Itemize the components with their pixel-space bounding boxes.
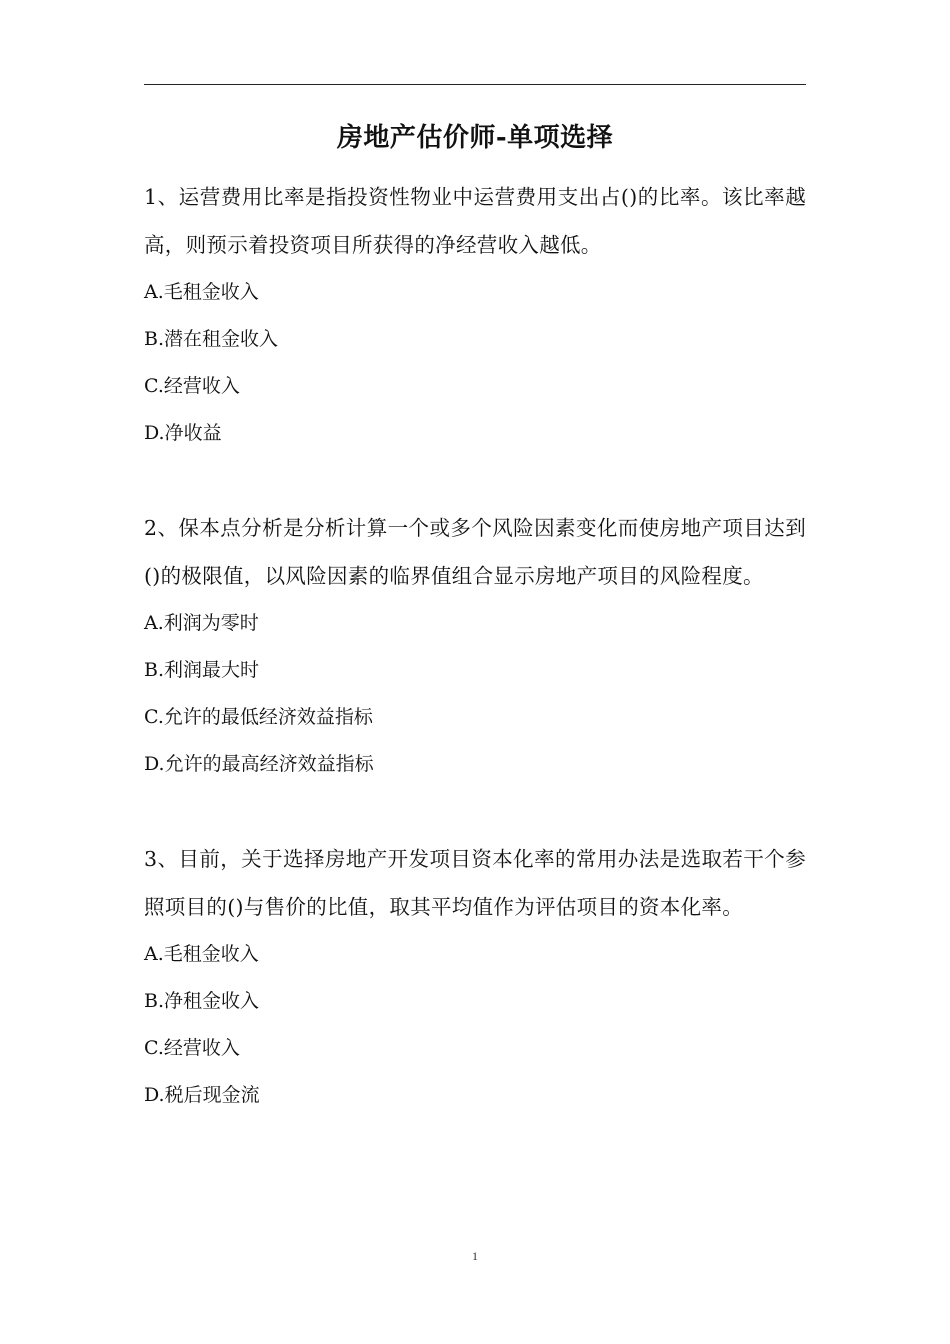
header-rule	[144, 84, 806, 85]
question-2	[144, 504, 806, 788]
page-title: 房地产估价师-单项选择	[336, 123, 614, 153]
option-c: C.经营收入	[144, 1037, 240, 1059]
option-d: D.允许的最高经济效益指标	[144, 753, 374, 775]
question-spacer	[144, 457, 806, 504]
question-1	[144, 173, 806, 457]
question-list	[144, 173, 806, 1119]
option-d: D.税后现金流	[144, 1084, 260, 1106]
question-spacer	[144, 788, 806, 835]
option-b: B.利润最大时	[144, 659, 260, 681]
question-stem: 3、目前，关于选择房地产开发项目资本化率的常用办法是选取若干个参照项目的()与售价的比值，取其平均值作为评估项目的资本化率。	[144, 847, 806, 919]
page-number: 1	[472, 1249, 478, 1263]
question-stem: 1、运营费用比率是指投资性物业中运营费用支出占()的比率。该比率越高，则预示着投资项目所获得的净经营收入越低。	[144, 185, 806, 257]
question-3	[144, 835, 806, 1119]
option-d: D.净收益	[144, 422, 222, 444]
question-stem: 2、保本点分析是分析计算一个或多个风险因素变化而使房地产项目达到()的极限值，以风险因素的临界值组合显示房地产项目的风险程度。	[144, 516, 806, 588]
option-a: A.毛租金收入	[144, 943, 259, 965]
option-a: A.利润为零时	[144, 612, 259, 634]
option-a: A.毛租金收入	[144, 281, 259, 303]
option-b: B.潜在租金收入	[144, 328, 279, 350]
option-b: B.净租金收入	[144, 990, 260, 1012]
option-c: C.允许的最低经济效益指标	[144, 706, 373, 728]
option-c: C.经营收入	[144, 375, 240, 397]
